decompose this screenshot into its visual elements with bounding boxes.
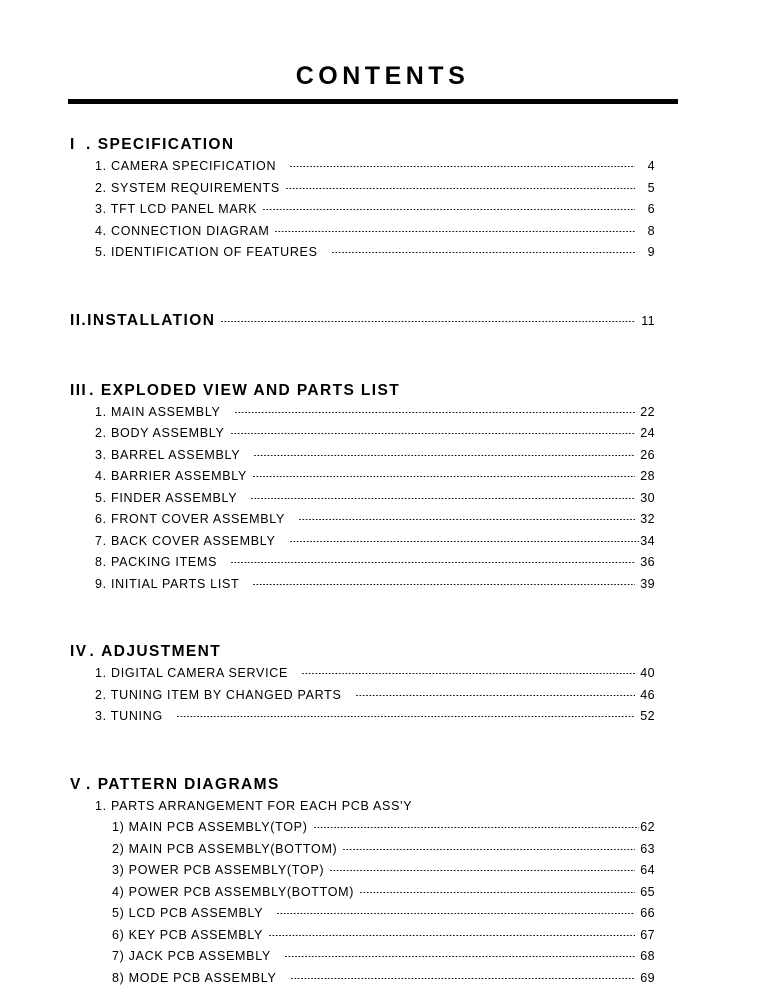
toc-entry-label: 3. TFT LCD PANEL MARK	[95, 202, 258, 216]
section-title: INSTALLATION	[87, 311, 216, 329]
toc-section-i	[0, 134, 765, 264]
toc-entry-page: 65	[640, 884, 655, 899]
dot-leader	[290, 541, 639, 542]
page-title: CONTENTS	[295, 62, 470, 90]
toc-entry-page: 66	[640, 906, 655, 920]
section-title: EXPLODED VIEW AND PARTS LIST	[100, 381, 401, 399]
toc-entry[interactable]	[0, 574, 765, 596]
toc-entry-page: 5	[647, 180, 655, 195]
toc-entry-page: 64	[640, 863, 655, 877]
section-numeral-period: .	[86, 136, 92, 153]
toc-entry[interactable]	[0, 685, 765, 707]
toc-entry-label: 2. SYSTEM REQUIREMENTS	[95, 180, 280, 195]
dot-leader	[286, 188, 635, 189]
toc-entry[interactable]	[0, 423, 765, 445]
toc-entry[interactable]	[0, 509, 765, 531]
dot-leader	[177, 716, 635, 717]
toc-entry-label: 1. PARTS ARRANGEMENT FOR EACH PCB ASS'Y	[95, 798, 413, 813]
title-divider	[68, 99, 678, 104]
section-numeral: V	[70, 775, 82, 793]
dot-leader	[235, 412, 635, 413]
dot-leader	[253, 476, 635, 477]
section-spacer	[0, 728, 765, 774]
toc-entry-page: 26	[640, 447, 655, 462]
toc-entry-label: 9. INITIAL PARTS LIST	[95, 576, 240, 591]
toc-entry-label: 7. BACK COVER ASSEMBLY	[95, 533, 276, 548]
dot-leader	[299, 519, 635, 520]
section-numeral: I	[70, 136, 76, 153]
toc-entry-label: 5. FINDER ASSEMBLY	[95, 490, 238, 505]
toc-entry[interactable]	[0, 156, 765, 178]
toc-section-iii	[0, 380, 765, 596]
section-spacer	[0, 264, 765, 310]
toc-entry-label: 5) LCD PCB ASSEMBLY	[112, 906, 264, 920]
section-numeral-period: .	[86, 775, 92, 793]
section-spacer	[0, 595, 765, 641]
toc-entry[interactable]	[0, 466, 765, 488]
toc-entry[interactable]	[0, 242, 765, 264]
toc-entry[interactable]	[0, 817, 765, 839]
toc-entry[interactable]	[0, 946, 765, 968]
toc-entry-label: 1. MAIN ASSEMBLY	[95, 404, 221, 419]
toc-entry-page: 67	[640, 927, 655, 942]
toc-entry-page: 9	[647, 245, 655, 259]
section-numeral: III	[70, 381, 88, 399]
toc-entry[interactable]	[0, 925, 765, 947]
section-title: SPECIFICATION	[97, 136, 235, 153]
toc-entry-page: 30	[640, 490, 655, 505]
section-heading-iv	[0, 641, 765, 663]
toc-section-v	[0, 774, 765, 990]
toc-entry[interactable]	[0, 706, 765, 728]
toc-entry[interactable]	[0, 860, 765, 882]
dot-leader	[285, 956, 635, 957]
toc-entry-label: 4) POWER PCB ASSEMBLY(BOTTOM)	[112, 884, 355, 899]
section-heading-i	[0, 134, 765, 156]
dot-leader	[269, 935, 635, 936]
toc-entry[interactable]	[0, 445, 765, 467]
toc-entry-label: 2) MAIN PCB ASSEMBLY(BOTTOM)	[112, 841, 338, 856]
dot-leader	[221, 321, 635, 322]
toc-entry-label: 1. DIGITAL CAMERA SERVICE	[95, 666, 289, 680]
dot-leader	[356, 695, 635, 696]
toc-entry-label: 4. BARRIER ASSEMBLY	[95, 469, 248, 483]
toc-entry-label: 1. CAMERA SPECIFICATION	[95, 159, 277, 173]
toc-entry[interactable]	[0, 402, 765, 424]
section-numeral-period: .	[81, 311, 88, 329]
table-of-contents	[0, 134, 765, 989]
toc-entry-page: 22	[640, 404, 655, 419]
toc-entry-label: 3. TUNING	[95, 709, 163, 723]
toc-entry[interactable]	[0, 663, 765, 685]
section-numeral: IV	[70, 643, 88, 660]
toc-entry-label: 6. FRONT COVER ASSEMBLY	[95, 512, 285, 526]
toc-entry-page: 68	[640, 949, 655, 963]
toc-entry-label: 2. BODY ASSEMBLY	[95, 426, 225, 440]
toc-entry-page: 36	[640, 555, 655, 569]
toc-entry-page: 63	[640, 841, 655, 856]
dot-leader	[332, 252, 635, 253]
toc-entry-label: 5. IDENTIFICATION OF FEATURES	[95, 245, 318, 259]
section-spacer	[0, 332, 765, 380]
toc-entry-page: 28	[640, 469, 655, 483]
toc-entry-page: 69	[640, 970, 655, 985]
toc-entry-page: 62	[640, 820, 655, 834]
toc-section-ii	[0, 310, 765, 332]
toc-entry[interactable]	[0, 199, 765, 221]
toc-entry-page: 8	[647, 223, 655, 238]
toc-entry-label: 8. PACKING ITEMS	[95, 555, 218, 569]
toc-entry-label: 7) JACK PCB ASSEMBLY	[112, 949, 271, 963]
dot-leader	[290, 166, 635, 167]
dot-leader	[263, 209, 635, 210]
toc-entry-label: 3) POWER PCB ASSEMBLY(TOP)	[112, 863, 325, 877]
dot-leader	[277, 913, 635, 914]
toc-entry[interactable]	[0, 839, 765, 861]
toc-entry-label: 8) MODE PCB ASSEMBLY	[112, 970, 277, 985]
toc-entry-page: 46	[640, 687, 655, 702]
dot-leader	[291, 978, 635, 979]
section-numeral: II	[70, 311, 82, 329]
section-page: 11	[641, 313, 655, 328]
toc-entry[interactable]	[0, 221, 765, 243]
section-title: ADJUSTMENT	[101, 643, 222, 660]
toc-entry-label: 6) KEY PCB ASSEMBLY	[112, 927, 264, 942]
dot-leader	[253, 584, 635, 585]
section-heading-ii[interactable]	[0, 310, 765, 332]
section-numeral-period: .	[89, 643, 96, 660]
dot-leader	[330, 870, 635, 871]
toc-entry-page: 6	[647, 202, 655, 216]
toc-entry[interactable]	[0, 968, 765, 990]
toc-entry-page: 40	[640, 666, 655, 680]
toc-entry-label: 3. BARREL ASSEMBLY	[95, 447, 241, 462]
toc-entry-label: 2. TUNING ITEM BY CHANGED PARTS	[95, 687, 342, 702]
section-heading-v	[0, 774, 765, 796]
toc-entry-page: 4	[647, 159, 655, 173]
toc-entry[interactable]	[0, 903, 765, 925]
dot-leader	[251, 498, 635, 499]
toc-entry-page: 34	[640, 533, 655, 548]
dot-leader	[254, 455, 635, 456]
dot-leader	[302, 673, 635, 674]
toc-entry[interactable]	[0, 882, 765, 904]
dot-leader	[343, 849, 635, 850]
toc-entry-page: 52	[640, 709, 655, 723]
section-heading-text	[70, 310, 215, 332]
dot-leader	[360, 892, 635, 893]
toc-section-iv	[0, 641, 765, 728]
toc-entry-page: 24	[640, 426, 655, 440]
toc-entry-page: 39	[640, 576, 655, 591]
dot-leader	[314, 827, 639, 828]
section-heading-iii	[0, 380, 765, 402]
toc-entry[interactable]	[0, 796, 765, 818]
dot-leader	[231, 433, 635, 434]
section-numeral-period: .	[89, 381, 95, 399]
toc-entry[interactable]	[0, 488, 765, 510]
toc-entry[interactable]	[0, 178, 765, 200]
toc-entry-label: 1) MAIN PCB ASSEMBLY(TOP)	[112, 820, 308, 834]
dot-leader	[231, 562, 635, 563]
toc-entry-label: 4. CONNECTION DIAGRAM	[95, 223, 270, 238]
toc-entry[interactable]	[0, 531, 765, 553]
dot-leader	[275, 231, 635, 232]
toc-entry[interactable]	[0, 552, 765, 574]
toc-entry-page: 32	[640, 512, 655, 526]
section-title: PATTERN DIAGRAMS	[97, 775, 280, 793]
